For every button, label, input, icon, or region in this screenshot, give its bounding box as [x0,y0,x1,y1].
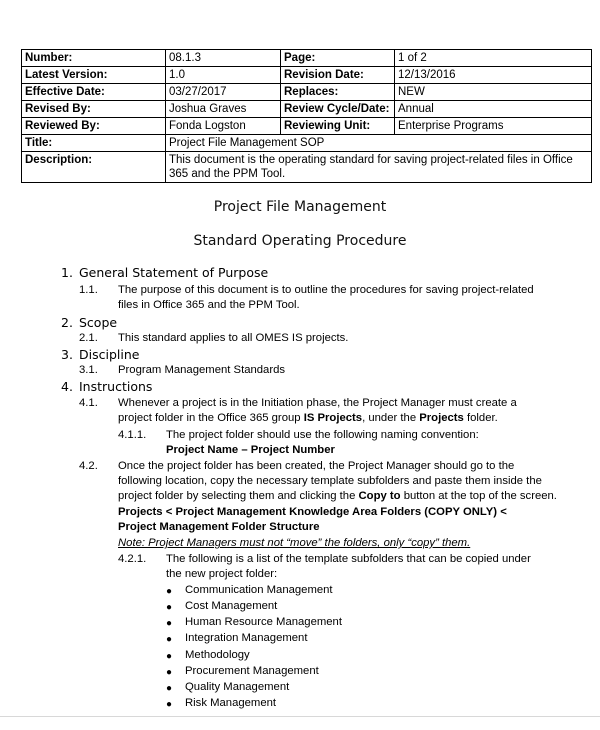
effective-date-value: 03/27/2017 [166,84,281,101]
list-item: Communication Management [185,584,333,596]
section-heading-instructions: Instructions [79,379,153,394]
subsection-number: 4.2.1. [118,553,147,565]
subsection-number: 2.1. [79,332,98,344]
subfolder-list-intro-continued: the new project folder: [166,568,278,580]
section-number: 3. [61,347,73,362]
bullet-icon: ● [166,602,173,613]
list-item: Quality Management [185,681,290,693]
text-run: project folder by selecting them and clicking the [118,490,359,502]
bullet-icon: ● [166,699,173,710]
document-title: Project File Management [213,199,387,215]
section-heading-scope: Scope [79,315,118,330]
folder-path: Projects < Project Management Knowledge Area Folders (COPY ONLY) < [118,506,507,518]
instruction-text-continued [118,411,498,426]
purpose-text: The purpose of this document is to outline the procedures for saving project-related [118,284,534,296]
instruction-text: Whenever a project is in the Initiation phase, the Project Manager must create a [118,397,517,409]
reviewing-unit-label: Reviewing Unit: [281,118,395,135]
folder-name: Projects [419,412,464,424]
subfolder-list-intro: The following is a list of the template subfolders that can be copied under [166,553,531,565]
discipline-text: Program Management Standards [118,364,286,376]
instruction-text-continued: following location, copy the necessary template subfolders and paste them inside the [118,475,542,487]
text-run: folder. [463,412,498,424]
page-value: 1 of 2 [395,50,592,67]
bullet-icon: ● [166,618,173,629]
bullet-icon: ● [166,634,173,645]
group-name: IS Projects [303,412,363,424]
section-number: 1. [61,265,73,280]
bullet-icon: ● [166,586,173,597]
list-item: Integration Management [185,632,308,644]
revision-date-label: Revision Date: [281,67,395,84]
reviewing-unit-value: Enterprise Programs [395,118,592,135]
subsection-number: 4.2. [79,460,98,472]
subsection-number: 3.1. [79,364,98,376]
instruction-text: Once the project folder has been created, the Project Manager should go to the [118,460,515,472]
section-heading-purpose: General Statement of Purpose [79,265,269,280]
description-value: This document is the operating standard for saving project-related files in Office 365 and the PPM Tool. [166,152,592,183]
latest-version-value: 1.0 [166,67,281,84]
text-run: , under the [362,412,420,424]
section-number: 4. [61,379,73,394]
table-row [22,118,592,135]
bullet-icon: ● [166,651,173,662]
section-heading-discipline: Discipline [79,347,140,362]
table-row [22,152,592,183]
table-row [22,84,592,101]
replaces-value: NEW [395,84,592,101]
reviewed-by-value: Fonda Logston [166,118,281,135]
scope-text: This standard applies to all OMES IS projects. [118,332,349,344]
table-row [22,101,592,118]
list-item: Risk Management [185,697,277,709]
document-info-table [21,49,592,183]
list-item: Human Resource Management [185,616,342,628]
table-row [22,67,592,84]
purpose-text-continued: files in Office 365 and the PPM Tool. [118,299,300,311]
subsection-number: 4.1. [79,397,98,409]
revised-by-value: Joshua Graves [166,101,281,118]
subsection-number: 4.1.1. [118,429,147,441]
list-item: Cost Management [185,600,278,612]
table-row [22,50,592,67]
title-label: Title: [22,135,166,152]
revision-date-value: 12/13/2016 [395,67,592,84]
list-item: Procurement Management [185,665,319,677]
reviewed-by-label: Reviewed By: [22,118,166,135]
replaces-label: Replaces: [281,84,395,101]
page-bottom-divider [0,716,600,717]
review-cycle-value: Annual [395,101,592,118]
instruction-text-continued [118,489,557,504]
revised-by-label: Revised By: [22,101,166,118]
naming-convention-text: The project folder should use the following naming convention: [166,429,479,441]
effective-date-label: Effective Date: [22,84,166,101]
text-run: button at the top of the screen. [400,490,557,502]
number-label: Number: [22,50,166,67]
copy-note: Note: Project Managers must not “move” the folders, only “copy” them. [118,537,471,549]
title-value: Project File Management SOP [166,135,592,152]
number-value: 08.1.3 [166,50,281,67]
button-name: Copy to [358,490,401,502]
list-item: Methodology [185,649,250,661]
table-row [22,135,592,152]
document-subtitle: Standard Operating Procedure [193,233,407,249]
page-label: Page: [281,50,395,67]
text-run: project folder in the Office 365 group [118,412,304,424]
bullet-icon: ● [166,683,173,694]
bullet-icon: ● [166,667,173,678]
naming-convention-format: Project Name – Project Number [166,444,335,456]
review-cycle-label: Review Cycle/Date: [281,101,395,118]
section-number: 2. [61,315,73,330]
folder-path-continued: Project Management Folder Structure [118,521,320,533]
subsection-number: 1.1. [79,284,98,296]
description-label: Description: [22,152,166,183]
latest-version-label: Latest Version: [22,67,166,84]
